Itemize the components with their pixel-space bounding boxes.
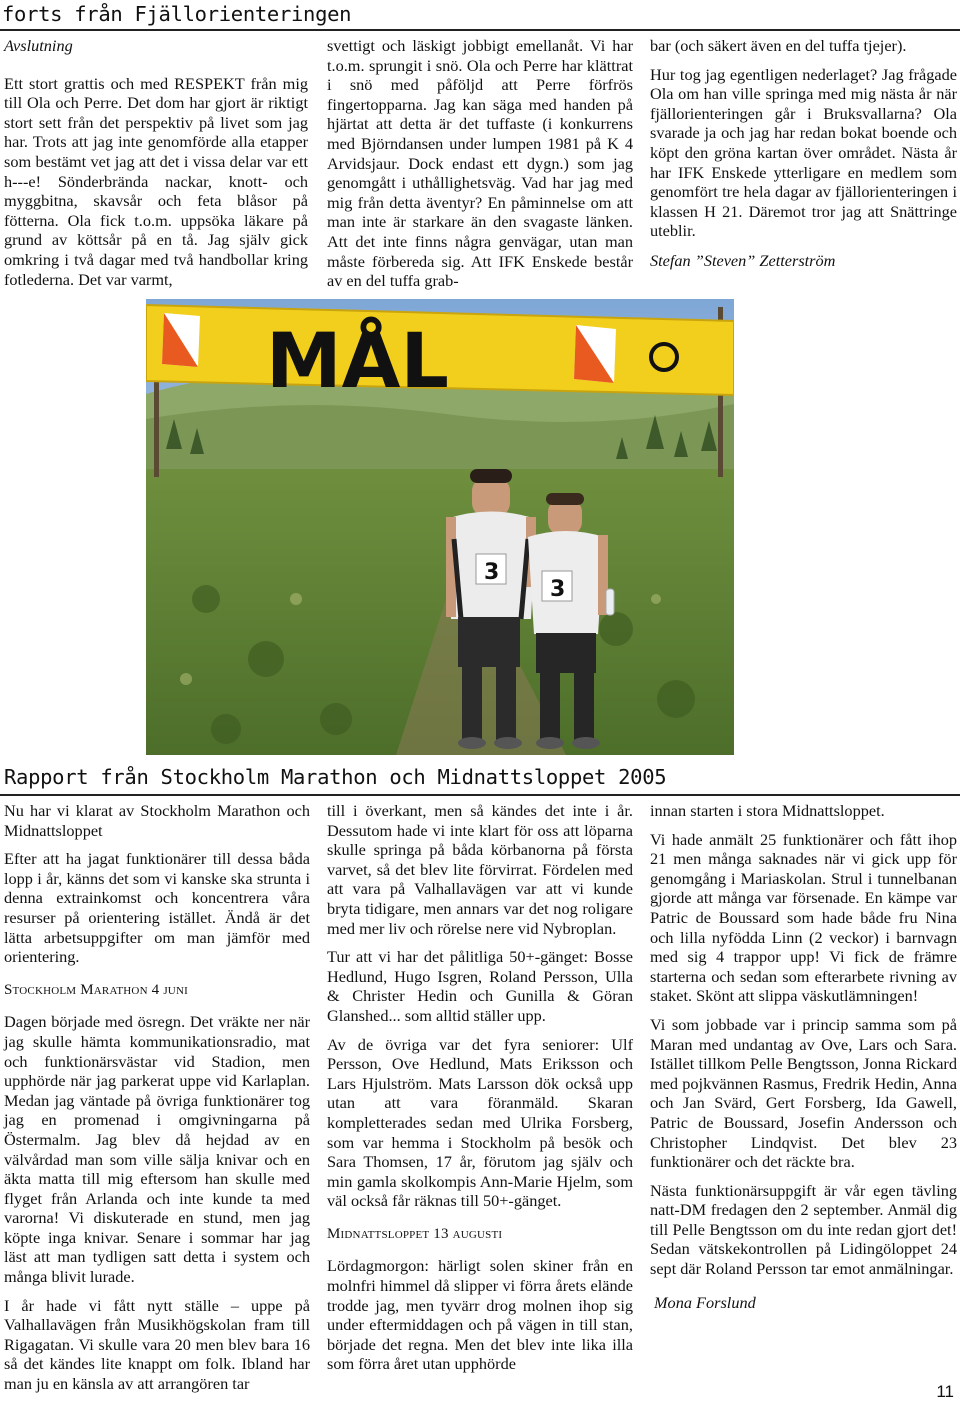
bib-number-left: 3 <box>484 560 500 585</box>
paragraph: svettigt och läskigt jobbigt emellanåt. Vi har t.o.m. sprungit i snö. Ola och Perre har klättrat i snö med påföljd att Perre förfrös fingertopparna. Jag kan säga med handen på hjärtat att detta är det tuffaste (i konkurrens med Björndansen under lumpen 1981 på K 4 Arvidsjaur. Dock endast ett dygn.) som jag genomgått i uthållighetsväg. Vad har jag med mig från detta äventyr? En påminnelse om att man inte är starkare än den svagaste länken. Att det inte finns några genvägar, utan man måste förbereda sig. Att IFK Enskede består av en del tuffa grab- <box>327 36 633 291</box>
page-number: 11 <box>936 1382 954 1401</box>
paragraph: Vi hade anmält 25 funktionärer och fått ihop 21 men många saknades när vi gick upp för genomgång i Mariaskolan. Strul i tunnelbanan gjorde att många var försenade. En kämpe var Patric de Boussard som hade både fru Nina och lilla nyfödda Linn (2 veckor) i barnvagn med sig 4 trappor upp! Vi fick de främre starterna och sedan som efterarbete rivning av staket. Skönt att slippa väskutlämningen! <box>650 829 957 1006</box>
paragraph: till i överkant, men så kändes det inte i år. Dessutom hade vi inte klart för oss att löparna skulle springa på båda körbanorna på första varvet, så det blev lite förvirrat. Fördelen med att vara på Valhallavägen var att vi kunde bryta tidigare, men annars var det nog roligare med mer liv och rörelse nere vid Nybroplan. <box>327 801 633 938</box>
banner-text: MÅL <box>266 316 449 405</box>
paragraph: bar (och säkert även en del tuffa tjejer). <box>650 36 907 55</box>
paragraph: Hur tog jag egentligen nederlaget? Jag frågade Ola om han ville springa med mig nästa år när fjällorienteringen går i Bruksvallarna? Ola svarade ja och jag har redan bokat boende och köpt den gröna kartan över området. Nästa år har IFK Enskede ytterligare en medlem som genomfört tre hela dagar av fjällorienteringen i klassen H 21. Däremot tror jag att Snättringe uteblir. <box>650 64 957 241</box>
paragraph: Ett stort grattis och med RESPEKT från mig till Ola och Perre. Det dom har gjort är riktigt stort sett från det perspektiv på livet som jag har. Trots att jag inte genomförde alla etapper som bestämt vet jag att det i vissa delar var ett h---e! Sönderbrända nackar, knott- och myggbitna, skavsår och feta blåsor på fötterna. Ola fick t.o.m. uppsöka läkare på grund av köttsår på en tå. Jag själv gick omkring i två dagar med två handbollar kring fotlederna. Det var varmt, <box>4 73 308 289</box>
article1-column-1 <box>4 36 308 298</box>
paragraph: Av de övriga var det fyra seniorer: Ulf Persson, Ove Hedlund, Mats Eriksson och Lars Hjulström. Mats Larsson dök också upp utan att vara föranmäld. Skaran kompletterades sedan med Ulrika Forsberg, som var hemma i Stockholm på besök och Sara Thomsen, 17 år, förutom jag själv och min gamla skolkompis Ann-Marie Hjelm, som väl också får räknas till 50+-gänget. <box>327 1034 633 1211</box>
article2-column-3 <box>650 801 957 1321</box>
paragraph: Vi som jobbade var i princip samma som på Maran med undantag av Ove, Lars och Sara. Istället tillkom Pelle Bengtsson, Jonna Rickard med pojkvännen Rasmus, Fredrik Hedin, Anna och Jan Svärd, Gert Forsberg, Ida Gawell, Patric de Boussard, Josefin Andersson och Christopher Lindqvist. Det blev 23 funktionärer och det räckte bra. <box>650 1014 957 1172</box>
article2-column-1 <box>4 801 310 1403</box>
section-title-marathon: Stockholm Marathon 4 juni <box>4 981 188 998</box>
article-heading-fjallorientering: forts från Fjällorienteringen <box>2 2 352 26</box>
author-signature: Mona Forslund <box>654 1292 756 1312</box>
author-signature: Stefan ”Steven” Zetterström <box>650 250 836 270</box>
paragraph: Nästa funktionärsuppgift är vår egen tävling natt-DM fredagen den 2 september. Anmäl dig till Pelle Bengtsson om du inte redan gjort det! Sedan vätskekontrollen på Lidingöloppet 24 sept där Roland Persson tar emot anmälningar. <box>650 1180 957 1279</box>
finish-line-photo <box>146 299 734 755</box>
section-title-midnattsloppet: Midnattsloppet 13 augusti <box>327 1225 503 1242</box>
paragraph: Efter att ha jagat funktionärer till dessa båda lopp i år, känns det som vi kanske ska strunta i denna extrainkomst och koncentrera våra resurser på orientering istället. Ändå är det lätta arbetsuppgifter om man jämför med orientering. <box>4 849 310 967</box>
article1-column-3 <box>650 36 957 280</box>
paragraph: I år hade vi fått nytt ställe – uppe på Valhallavägen från Musikhögskolan fram till Rigagatan. Vi skulle vara 20 men blev bara 16 så det kändes lite knappt om folk. Ibland har man ju en känsla av att arrangören tar <box>4 1295 310 1394</box>
paragraph: innan starten i stora Midnattsloppet. <box>650 801 885 820</box>
paragraph: Nu har vi klarat av Stockholm Marathon och Midnattsloppet <box>4 801 310 840</box>
heading-rule <box>0 794 960 796</box>
heading-rule <box>0 29 960 31</box>
subheading-avslutning: Avslutning <box>4 36 73 55</box>
paragraph: Dagen började med ösregn. Det vräkte ner när jag skulle hämta kommunikationsradio, mat och funktionärsvästar vid Stadion, men upphörde när jag parkerat uppe vid Karlaplan. Medan jag väntade på övriga funktionärer tog jag en promenad i omgivningarna på Östermalm. Jag blev då hejdad av en välvårdad man som ville sälja knivar och en äkta matta till mig eftersom han skulle med flyget från Arlanda och inte kunde ta med varorna! Vi diskuterade en stund, men jag köpte inga knivar. Senare i sommar har jag läst att man tydligen satt detta i system och många blivit lurade. <box>4 1012 310 1287</box>
paragraph: Tur att vi har det pålitliga 50+-gänget: Bosse Hedlund, Hugo Isgren, Roland Persson, Ulla & Christer Hedin och Gunilla & Göran Glanshed... som alltid ställer upp. <box>327 947 633 1025</box>
article1-column-2 <box>327 36 633 300</box>
paragraph: Lördagmorgon: härligt solen skiner från en molnfri himmel då slipper vi förra årets elände trodde jag, men tyvärr drog molnen ihop sig under eftermiddagen och på vägen in till stan, började det regna. Men det blev inte lika illa som förra året utan upphörde <box>327 1256 633 1374</box>
bib-number-right: 3 <box>550 577 566 602</box>
article2-column-2 <box>327 801 633 1383</box>
article-heading-rapport: Rapport från Stockholm Marathon och Midnattsloppet 2005 <box>4 765 667 789</box>
